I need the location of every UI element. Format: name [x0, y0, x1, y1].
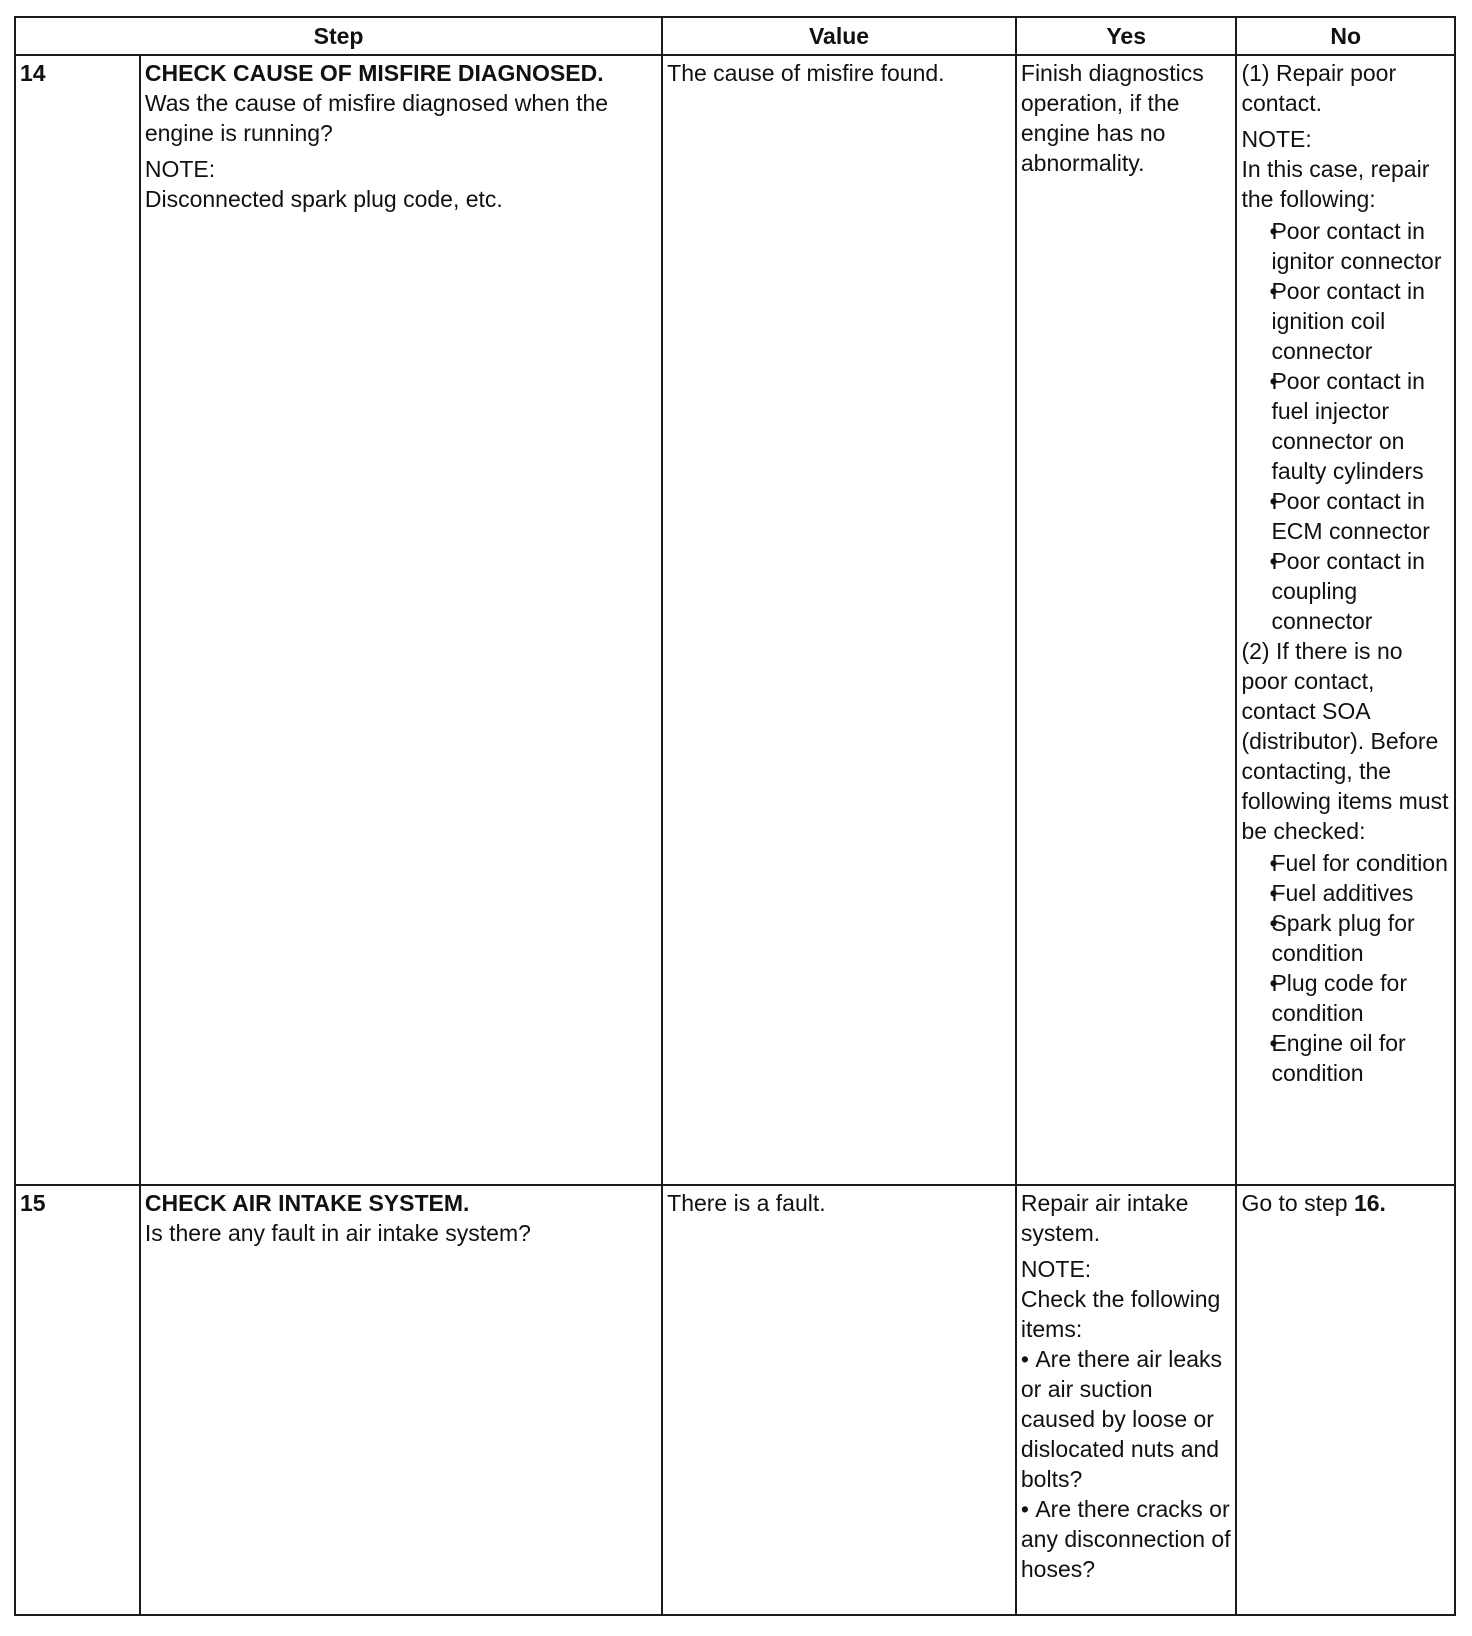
step-note-label-14: NOTE: — [144, 156, 216, 182]
no-repair-14: (1) Repair poor contact. — [1241, 60, 1397, 116]
yes-cell-14: Finish diagnostics operation, if the engine has no abnormality. — [1016, 55, 1237, 1185]
no-prefix-15: Go to step — [1241, 1190, 1348, 1216]
header-step: Step — [15, 17, 662, 55]
list-item: • Spark plug for condition — [1271, 908, 1450, 968]
table-row-15 — [15, 1185, 1455, 1615]
no-bullet-list-2 — [1241, 848, 1450, 1088]
list-item: • Poor contact in ignitor connector — [1271, 216, 1450, 276]
list-item: • Poor contact in coupling connector — [1271, 546, 1450, 636]
no-contact-14: (2) If there is no poor contact, contact SOA (distributor). Before contacting, the following items must be checked: — [1241, 638, 1449, 844]
list-item: • Fuel additives — [1271, 878, 1450, 908]
step-number-15: 15 — [15, 1185, 140, 1615]
yes-cell-15 — [1016, 1185, 1237, 1615]
no-step-link-15: 16. — [1353, 1190, 1386, 1216]
header-value: Value — [662, 17, 1016, 55]
list-item: • Fuel for condition — [1271, 848, 1450, 878]
no-note-label-14: NOTE: — [1241, 126, 1312, 152]
step-number-14: 14 — [15, 55, 140, 1185]
no-note-text-14: In this case, repair the following: — [1241, 156, 1430, 212]
list-item: • Are there cracks or any disconnection of hoses? — [1021, 1494, 1232, 1584]
step-question-14: Was the cause of misfire diagnosed when the engine is running? — [144, 90, 609, 146]
list-item: • Engine oil for condition — [1271, 1028, 1450, 1088]
header-no: No — [1236, 17, 1455, 55]
yes-text-15: Repair air intake system. — [1020, 1190, 1189, 1246]
diagnostic-table — [14, 16, 1456, 1616]
step-description-15 — [140, 1185, 662, 1615]
list-item: • Poor contact in ECM connector — [1271, 486, 1450, 546]
list-item: • Are there air leaks or air suction caused by loose or dislocated nuts and bolts? — [1021, 1344, 1232, 1494]
list-item: • Poor contact in ignition coil connector — [1271, 276, 1450, 366]
step-description-14 — [140, 55, 662, 1185]
table-row-14 — [15, 55, 1455, 1185]
yes-bullet-list — [1021, 1344, 1232, 1584]
header-yes: Yes — [1016, 17, 1237, 55]
no-cell-14 — [1236, 55, 1455, 1185]
header-row — [15, 17, 1455, 55]
list-item: • Plug code for condition — [1271, 968, 1450, 1028]
step-title-14: CHECK CAUSE OF MISFIRE DIAGNOSED. — [144, 60, 604, 86]
no-cell-15 — [1236, 1185, 1455, 1615]
yes-note-label-15: NOTE: — [1020, 1256, 1092, 1282]
value-cell-14: The cause of misfire found. — [662, 55, 1016, 1185]
list-item: • Poor contact in fuel injector connector on faulty cylinders — [1271, 366, 1450, 486]
step-note-text-14: Disconnected spark plug code, etc. — [144, 186, 503, 212]
value-cell-15: There is a fault. — [662, 1185, 1016, 1615]
step-question-15: Is there any fault in air intake system? — [144, 1220, 531, 1246]
yes-note-text-15: Check the following items: — [1020, 1286, 1221, 1342]
no-bullet-list-1 — [1241, 216, 1450, 636]
step-title-15: CHECK AIR INTAKE SYSTEM. — [144, 1190, 470, 1216]
